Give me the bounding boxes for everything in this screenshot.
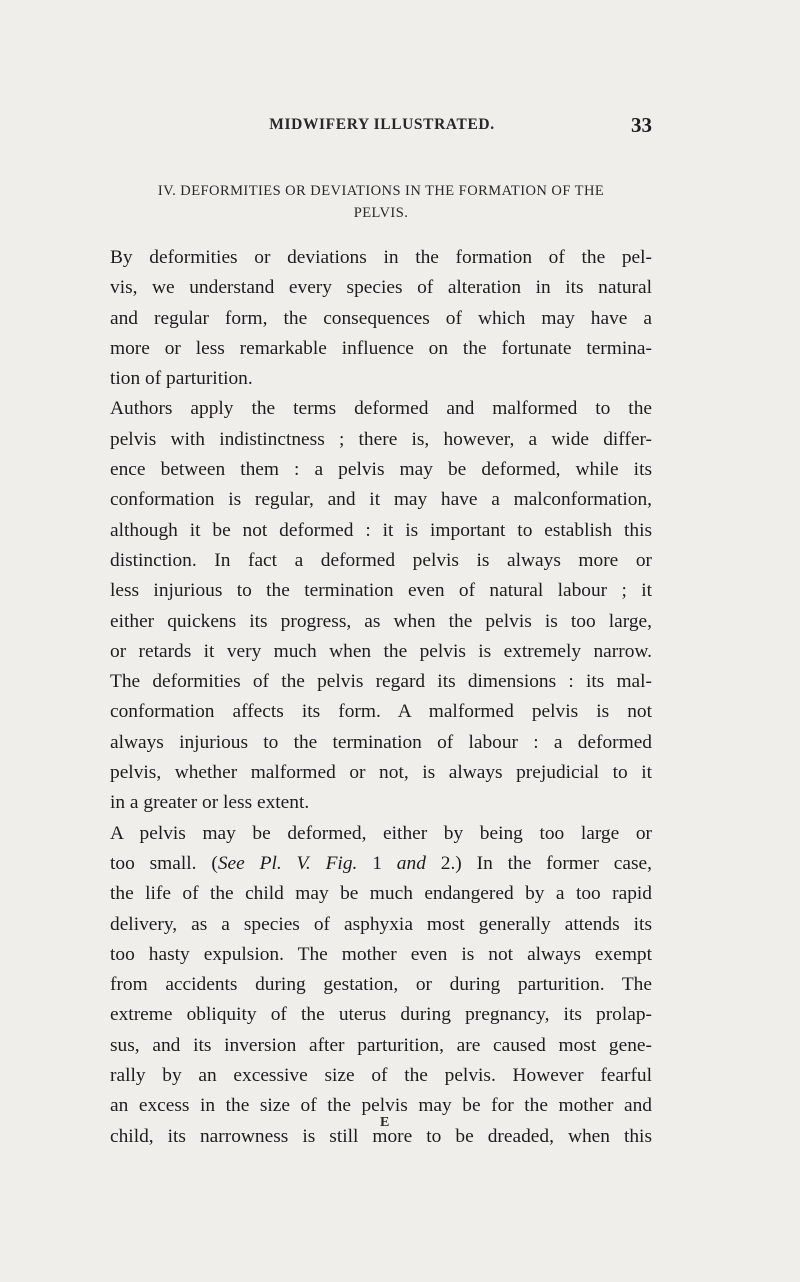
text-line: pelvis, whether malformed or not, is always prejudicial to it	[110, 762, 652, 784]
text-line: or retards it very much when the pelvis is extremely narrow.	[110, 640, 652, 662]
signature-mark: E	[380, 1115, 390, 1130]
paragraph-1	[110, 243, 652, 394]
text-line: vis, we understand every species of alteration in its natural	[110, 277, 652, 299]
section-heading	[110, 180, 652, 224]
text-line: either quickens its progress, as when the pelvis is too large,	[110, 610, 652, 632]
text-line: less injurious to the termination even of natural labour ; it	[110, 580, 652, 602]
text-line: too hasty expulsion. The mother even is not always exempt	[110, 943, 652, 965]
text-line: sus, and its inversion after parturition, are caused most gene-	[110, 1034, 652, 1056]
text-line: A pelvis may be deformed, either by being too large or	[110, 822, 652, 844]
paragraph-3	[110, 819, 652, 1152]
text-line: distinction. In fact a deformed pelvis is always more or	[110, 549, 652, 571]
text-line: delivery, as a species of asphyxia most generally attends its	[110, 913, 652, 935]
text-line: ence between them : a pelvis may be deformed, while its	[110, 459, 652, 481]
section-heading-line: PELVIS.	[353, 205, 409, 221]
body-text	[110, 180, 652, 1152]
ref-text: 1	[357, 852, 397, 874]
text-line: rally by an excessive size of the pelvis. However fearful	[110, 1065, 652, 1087]
section-heading-line: IV. DEFORMITIES OR DEVIATIONS IN THE FORMATION OF THE	[157, 183, 605, 199]
text-line: in a greater or less extent.	[110, 792, 310, 814]
ref-text: 2.) In the former case,	[425, 852, 653, 874]
running-head	[112, 113, 652, 140]
text-line: always injurious to the termination of labour : a deformed	[110, 731, 652, 753]
text-line: from accidents during gestation, or during parturition. The	[110, 974, 652, 996]
text-line: By deformities or deviations in the formation of the pel-	[110, 247, 652, 268]
text-line: tion of parturition.	[110, 368, 253, 390]
text-line: an excess in the size of the pelvis may be for the mother and	[110, 1095, 652, 1117]
text-line: conformation affects its form. A malformed pelvis is not	[110, 701, 652, 723]
page-number: 33	[631, 113, 652, 137]
running-title: MIDWIFERY ILLUSTRATED.	[269, 116, 495, 133]
text-line: Authors apply the terms deformed and malformed to the	[110, 398, 652, 420]
figure-reference: See Pl. V. Fig.	[217, 852, 358, 874]
text-line: although it be not deformed : it is important to establish this	[110, 519, 652, 541]
figure-reference-conjunction: and	[396, 852, 426, 874]
text-line: The deformities of the pelvis regard its dimensions : its mal-	[110, 671, 652, 693]
ref-text: too small. (	[110, 852, 218, 874]
text-line: and regular form, the consequences of which may have a	[110, 307, 652, 329]
text-line: conformation is regular, and it may have a malconformation,	[110, 489, 652, 511]
text-line: extreme obliquity of the uterus during pregnancy, its prolap-	[110, 1004, 652, 1026]
text-line: child, its narrowness is still more to be dreaded, when this	[110, 1125, 652, 1147]
text-line: the life of the child may be much endangered by a too rapid	[110, 883, 652, 905]
text-line: pelvis with indistinctness ; there is, however, a wide differ-	[110, 428, 652, 450]
text-line: more or less remarkable influence on the fortunate termina-	[110, 337, 652, 359]
text-line-with-figure-reference	[110, 849, 652, 879]
paragraph-2	[110, 394, 652, 818]
